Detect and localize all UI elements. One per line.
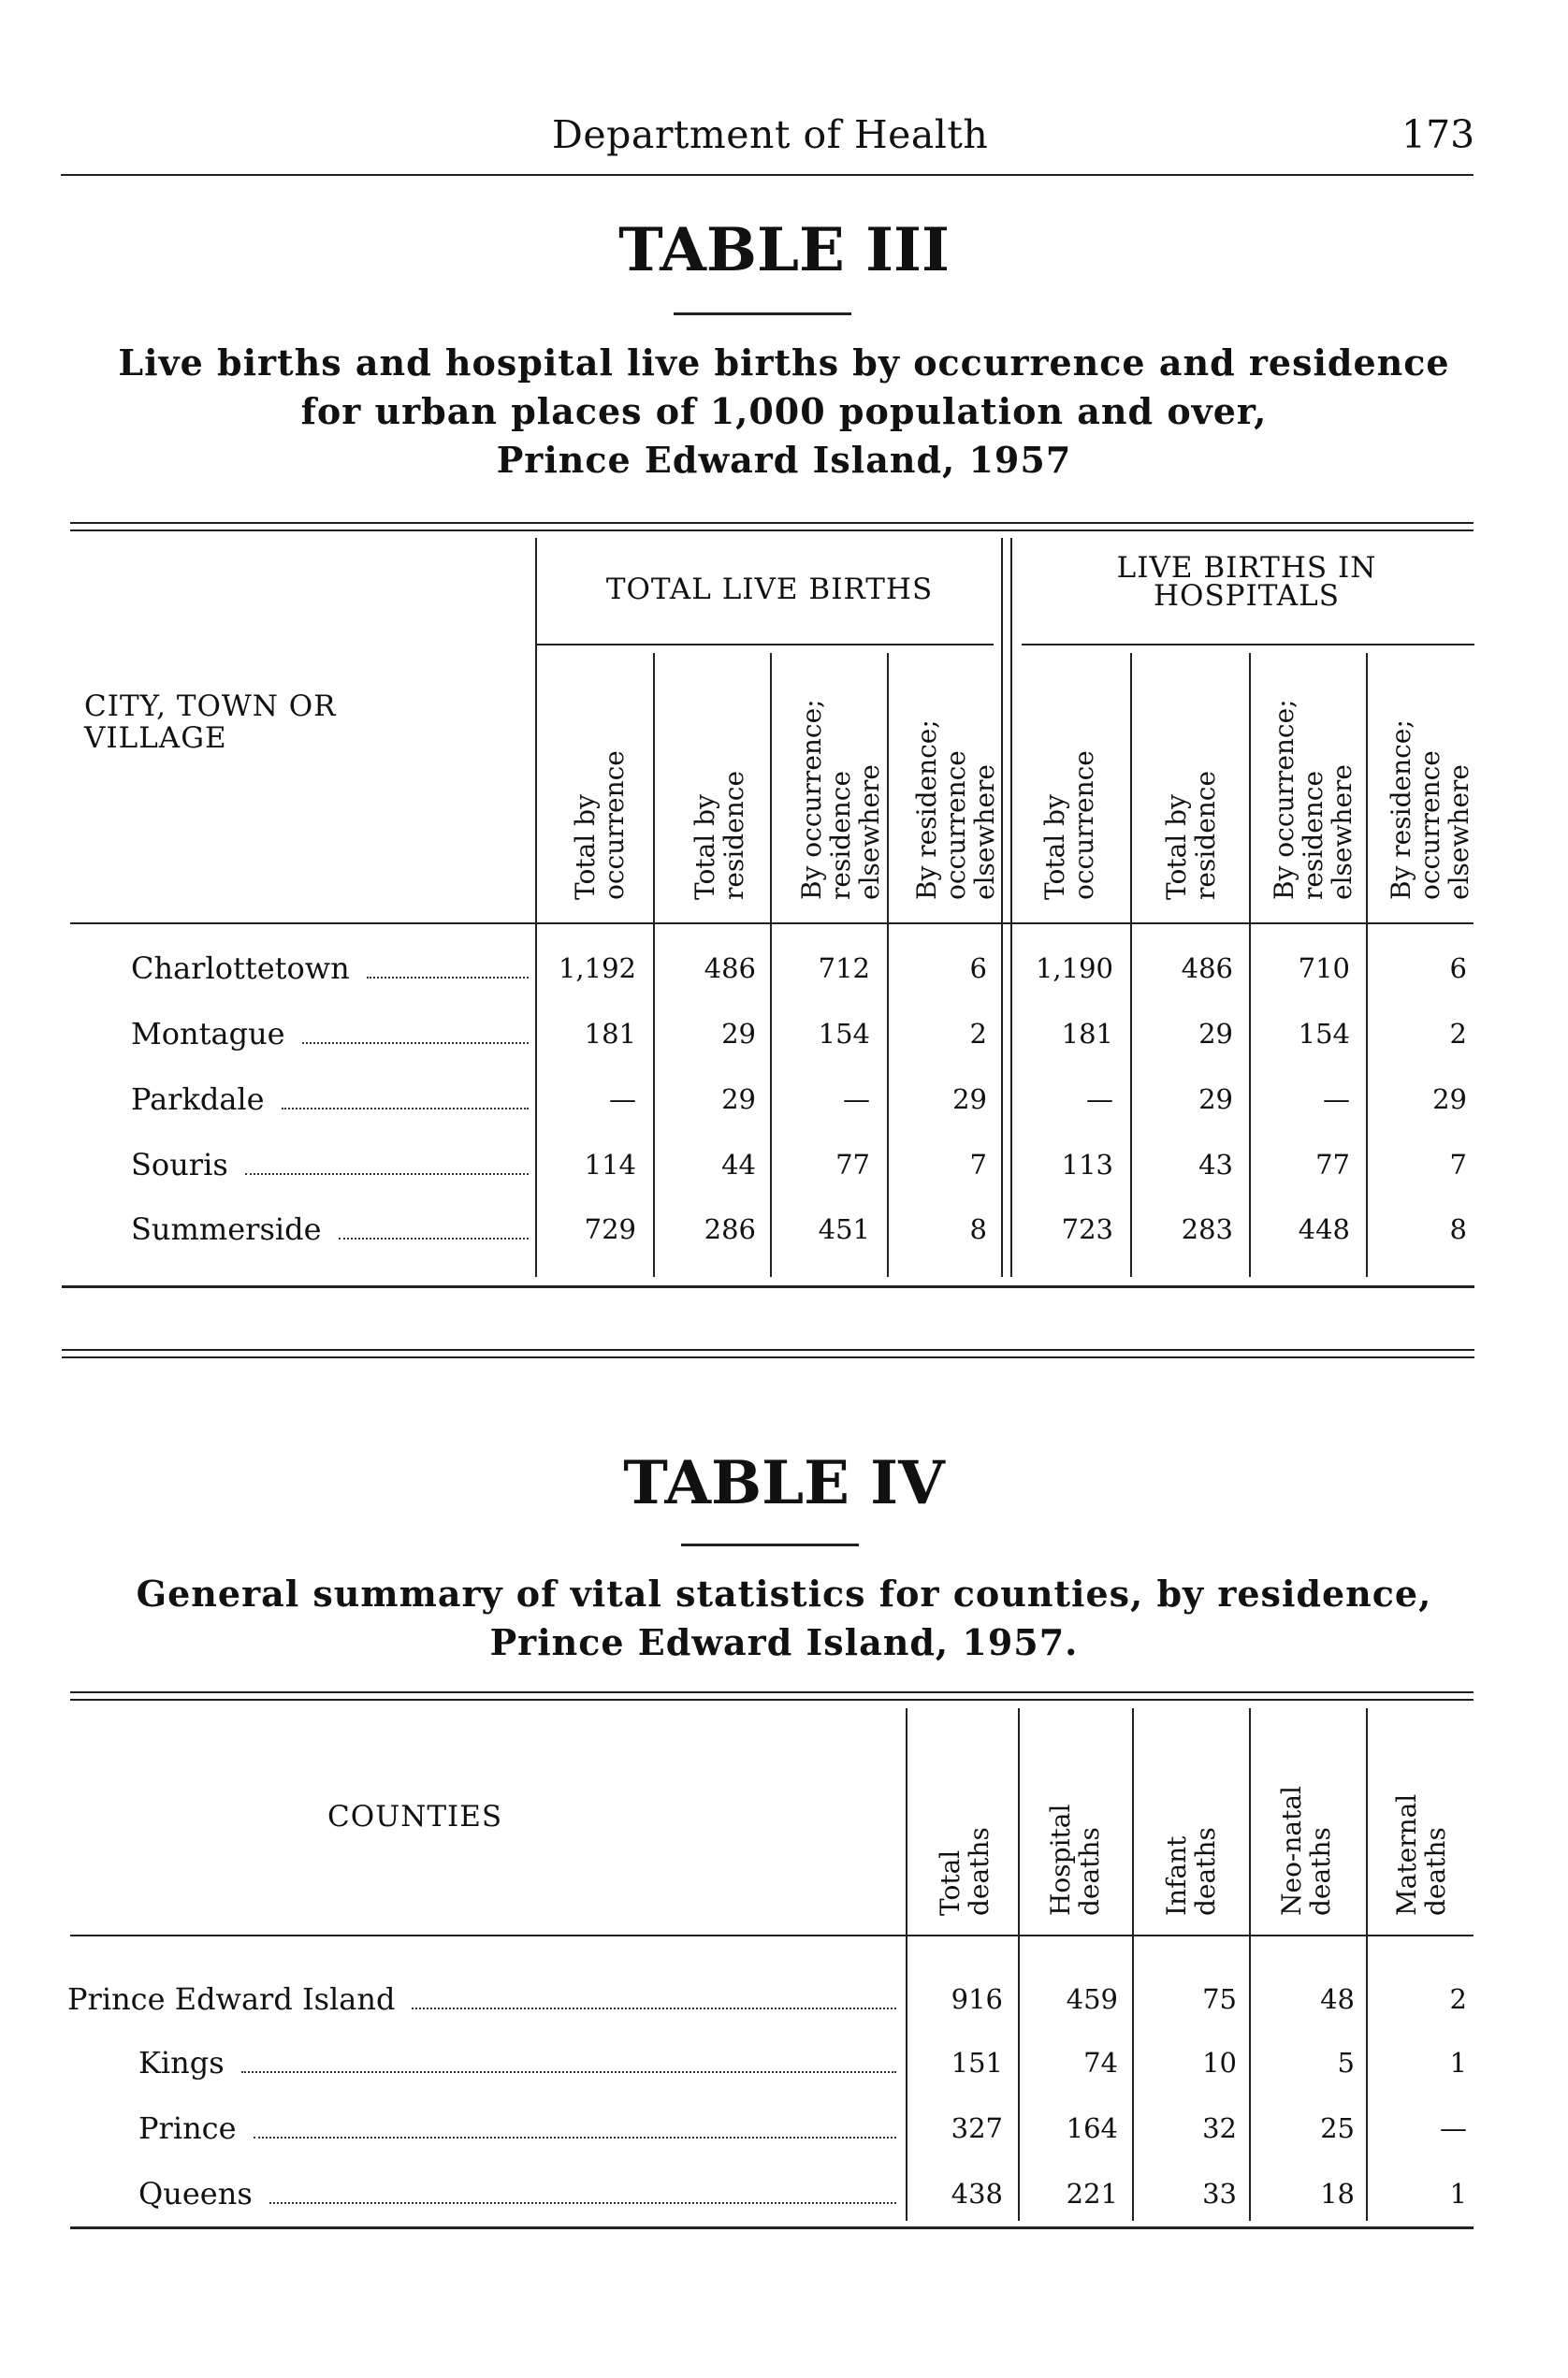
column-header-line: residence [1298, 770, 1328, 900]
table-cell: 29 [952, 1083, 987, 1115]
table-cell: — [1086, 1083, 1113, 1115]
table-cell: 486 [1181, 952, 1233, 984]
column-rule [1018, 1708, 1020, 2221]
table-cell: 154 [818, 1018, 870, 1050]
table-cell: 1 [1449, 2047, 1467, 2079]
table-rule [70, 529, 1474, 531]
column-header-line: Hospital [1045, 1804, 1076, 1916]
table-cell: 181 [1061, 1018, 1113, 1050]
stub-header-line: VILLAGE [84, 721, 227, 755]
counties-stub-header: COUNTIES [327, 1800, 503, 1834]
group-header-line: LIVE BIRTHS IN [1116, 551, 1377, 585]
column-header [912, 719, 999, 900]
group-header-line: HOSPITALS [1154, 579, 1340, 613]
table-rule [1022, 644, 1474, 645]
row-label: Montague [131, 1016, 285, 1051]
page-number: 173 [1401, 112, 1475, 157]
running-title: Department of Health [552, 112, 989, 157]
table-cell: 7 [969, 1149, 987, 1181]
column-header-line: deaths [1305, 1827, 1336, 1916]
table-cell: 221 [1066, 2178, 1118, 2210]
table-cell: 327 [951, 2112, 1003, 2144]
column-header [571, 750, 629, 900]
stub-header-line: CITY, TOWN OR [84, 689, 337, 723]
column-header-line: Total [935, 1849, 965, 1916]
table-cell: 77 [835, 1149, 870, 1181]
column-header-line: occurrence [1415, 750, 1445, 900]
column-rule [906, 1708, 907, 2221]
table-cell: 25 [1320, 2112, 1355, 2144]
table-cell: 32 [1202, 2112, 1237, 2144]
column-header-line: By residence; [1386, 719, 1416, 900]
row-label: Parkdale [131, 1081, 265, 1117]
dot-leader [339, 1238, 529, 1240]
column-header-line: occurrence [1068, 750, 1099, 900]
column-header-line: deaths [1074, 1827, 1105, 1916]
dot-leader [367, 977, 529, 979]
column-header-line: Total by [690, 794, 720, 900]
table-cell: — [1440, 2112, 1467, 2144]
column-header [1046, 1805, 1104, 1916]
column-header-line: occurrence [940, 750, 971, 900]
header-rule [61, 174, 1474, 176]
table-cell: 7 [1449, 1149, 1467, 1181]
dot-leader [302, 1042, 529, 1044]
column-header [1040, 750, 1098, 900]
row-label: Charlottetown [131, 950, 350, 986]
table-cell: 1 [1449, 2178, 1467, 2210]
table-cell: 33 [1202, 2178, 1237, 2210]
table-cell: 8 [969, 1213, 987, 1245]
dot-leader [241, 2071, 896, 2073]
column-header-line: By occurrence; [796, 699, 827, 900]
column-header-line: residence [825, 770, 856, 900]
table4-caption [0, 1570, 1568, 1667]
row-label: Prince [138, 2110, 237, 2146]
title-underline [674, 312, 851, 315]
table3-title: TABLE III [618, 215, 950, 285]
caption-line: Live births and hospital live births by occurrence and residence [118, 341, 1450, 384]
column-header-line: Maternal [1391, 1793, 1422, 1916]
table-cell: 10 [1202, 2047, 1237, 2079]
table3-caption [0, 339, 1568, 485]
column-header-line: occurrence [599, 750, 630, 900]
table-cell: 113 [1061, 1149, 1113, 1181]
column-header [690, 771, 748, 900]
table-cell: 448 [1298, 1213, 1350, 1245]
row-label: Prince Edward Island [67, 1981, 396, 2017]
column-header [1162, 771, 1220, 900]
table-cell: 29 [1432, 1083, 1467, 1115]
table-cell: 5 [1337, 2047, 1355, 2079]
table-cell: 29 [721, 1018, 756, 1050]
column-header [1162, 1827, 1220, 1916]
table-cell: — [843, 1083, 870, 1115]
dot-leader [254, 2137, 896, 2139]
table-rule [70, 2226, 1474, 2229]
table-cell: — [1323, 1083, 1350, 1115]
dot-leader [245, 1173, 529, 1175]
dot-leader [412, 2008, 896, 2009]
column-header [936, 1827, 994, 1916]
column-header-line: Neo-natal [1276, 1785, 1307, 1916]
table-rule [70, 1935, 1474, 1936]
section-rule [62, 1356, 1474, 1358]
table-cell: 74 [1083, 2047, 1118, 2079]
table-cell: 710 [1298, 952, 1350, 984]
column-rule [1132, 1708, 1134, 2221]
column-rule [1366, 1708, 1368, 2221]
table-cell: 1,192 [558, 952, 636, 984]
table-cell: 151 [951, 2047, 1003, 2079]
column-header [1270, 699, 1357, 900]
column-header-line: deaths [1420, 1827, 1451, 1916]
table-cell: 44 [721, 1149, 756, 1181]
table-cell: 2 [969, 1018, 987, 1050]
row-label: Kings [138, 2045, 225, 2081]
stub-header [84, 690, 337, 754]
dot-leader [269, 2202, 896, 2204]
table-cell: 486 [704, 952, 756, 984]
table-cell: 164 [1066, 2112, 1118, 2144]
column-header-line: elsewhere [1444, 764, 1474, 900]
column-header-line: Total by [1161, 794, 1192, 900]
caption-line: Prince Edward Island, 1957 [496, 439, 1072, 481]
table-rule [70, 922, 1474, 924]
column-header-line: residence [719, 770, 749, 900]
table-cell: 916 [951, 1983, 1003, 2015]
column-header-line: deaths [964, 1827, 995, 1916]
column-header-line: deaths [1190, 1827, 1221, 1916]
column-header-line: Total by [570, 794, 601, 900]
section-rule [62, 1349, 1474, 1351]
table-cell: 723 [1061, 1213, 1113, 1245]
row-label: Summerside [131, 1211, 322, 1247]
table-rule [70, 1699, 1474, 1701]
table-cell: 29 [1198, 1018, 1233, 1050]
table-cell: 8 [1449, 1213, 1467, 1245]
column-header [1387, 719, 1474, 900]
table-cell: 451 [818, 1213, 870, 1245]
table-cell: — [609, 1083, 636, 1115]
table-cell: 286 [704, 1213, 756, 1245]
table-cell: 181 [584, 1018, 636, 1050]
table-rule [70, 1691, 1474, 1693]
table-rule [535, 644, 994, 645]
column-header-line: elsewhere [969, 764, 1000, 900]
column-header-line: elsewhere [1327, 764, 1357, 900]
group-header-total-live-births: TOTAL LIVE BIRTHS [605, 573, 934, 606]
column-header-line: By residence; [911, 719, 942, 900]
table-cell: 712 [818, 952, 870, 984]
dot-leader [282, 1108, 529, 1109]
table-cell: 729 [584, 1213, 636, 1245]
table4-title: TABLE IV [623, 1448, 945, 1518]
row-label: Souris [131, 1147, 228, 1182]
caption-line: for urban places of 1,000 population and over, [300, 390, 1268, 432]
column-header-line: elsewhere [854, 764, 885, 900]
table-rule [70, 522, 1474, 524]
table-cell: 2 [1449, 1018, 1467, 1050]
table-cell: 154 [1298, 1018, 1350, 1050]
table-cell: 283 [1181, 1213, 1233, 1245]
table-cell: 114 [584, 1149, 636, 1181]
column-rule [1001, 538, 1003, 1277]
table-cell: 459 [1066, 1983, 1118, 2015]
table-cell: 18 [1320, 2178, 1355, 2210]
table-cell: 48 [1320, 1983, 1355, 2015]
column-header-line: residence [1190, 770, 1221, 900]
column-header-line: Total by [1039, 794, 1070, 900]
column-header [1277, 1786, 1335, 1916]
table-rule [62, 1285, 1474, 1288]
table-cell: 77 [1315, 1149, 1350, 1181]
column-header-line: Infant [1161, 1835, 1192, 1916]
table-cell: 29 [1198, 1083, 1233, 1115]
row-label: Queens [138, 2176, 253, 2211]
column-header [1392, 1794, 1450, 1916]
table-cell: 43 [1198, 1149, 1233, 1181]
group-header-hospital-births [1020, 551, 1474, 613]
column-rule [1249, 1708, 1251, 2221]
column-header [797, 699, 884, 900]
table-cell: 438 [951, 2178, 1003, 2210]
table-cell: 6 [1449, 952, 1467, 984]
table-cell: 6 [969, 952, 987, 984]
table-cell: 75 [1202, 1983, 1237, 2015]
table-cell: 2 [1449, 1983, 1467, 2015]
caption-line: General summary of vital statistics for counties, by residence, [136, 1573, 1432, 1615]
table-cell: 1,190 [1035, 952, 1113, 984]
table-cell: 29 [721, 1083, 756, 1115]
caption-line: Prince Edward Island, 1957. [489, 1621, 1079, 1663]
column-header-line: By occurrence; [1269, 699, 1299, 900]
title-underline [681, 1544, 859, 1546]
